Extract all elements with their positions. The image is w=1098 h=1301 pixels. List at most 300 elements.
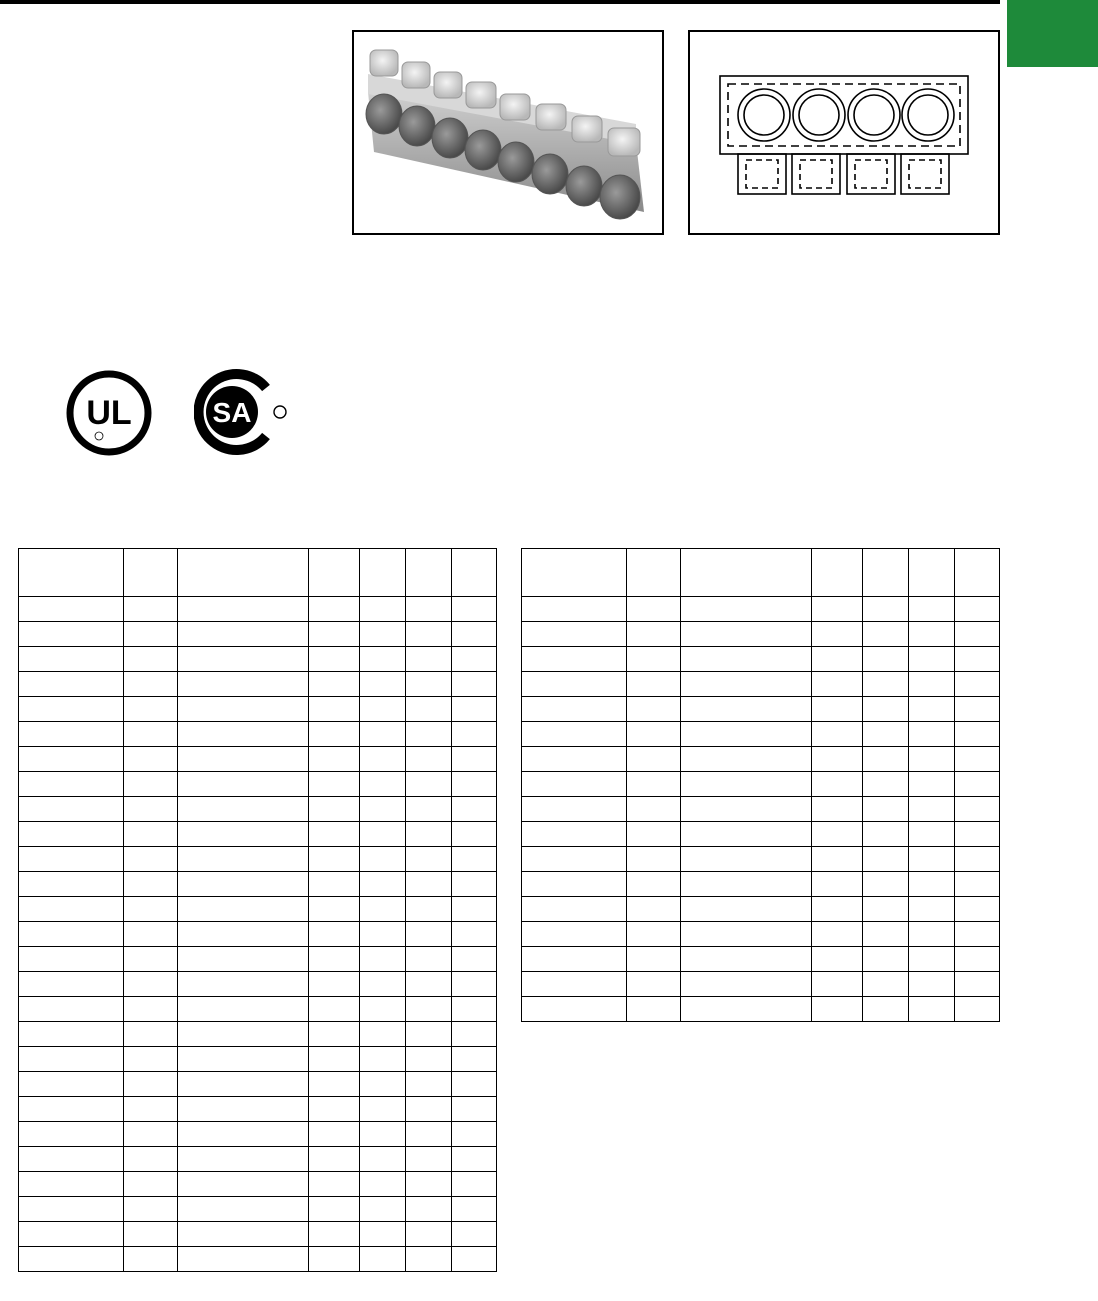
table-cell	[406, 772, 452, 797]
table-cell	[522, 947, 627, 972]
table-cell	[681, 822, 812, 847]
table-cell	[627, 622, 681, 647]
table-cell	[812, 847, 863, 872]
table-cell	[309, 997, 360, 1022]
table-row	[19, 1047, 497, 1072]
table-cell	[863, 822, 909, 847]
table-cell	[124, 722, 178, 747]
table-cell	[309, 972, 360, 997]
table-cell	[124, 997, 178, 1022]
table-cell	[309, 672, 360, 697]
header-cell	[309, 549, 360, 597]
table-cell	[627, 722, 681, 747]
table-cell	[124, 822, 178, 847]
table-cell	[681, 847, 812, 872]
table-cell	[955, 922, 1000, 947]
table-cell	[955, 772, 1000, 797]
table-row	[522, 797, 1000, 822]
table-cell	[909, 697, 955, 722]
table-cell	[406, 1247, 452, 1272]
table-cell	[863, 772, 909, 797]
table-cell	[863, 972, 909, 997]
table-row	[522, 872, 1000, 897]
table-cell	[522, 872, 627, 897]
spec-table-left	[18, 548, 497, 1272]
table-cell	[452, 1172, 497, 1197]
table-cell	[955, 722, 1000, 747]
table-cell	[681, 897, 812, 922]
table-cell	[406, 822, 452, 847]
table-cell	[909, 872, 955, 897]
table-cell	[178, 1072, 309, 1097]
table-cell	[452, 1222, 497, 1247]
table-cell	[681, 997, 812, 1022]
table-cell	[19, 1122, 124, 1147]
table-row	[522, 672, 1000, 697]
table-cell	[406, 747, 452, 772]
connector-line-drawing-icon	[690, 32, 998, 233]
table-cell	[452, 672, 497, 697]
table-cell	[178, 697, 309, 722]
table-cell	[955, 997, 1000, 1022]
table-row	[522, 947, 1000, 972]
table-row	[19, 1172, 497, 1197]
table-cell	[360, 1047, 406, 1072]
table-cell	[681, 872, 812, 897]
table-cell	[863, 847, 909, 872]
table-cell	[955, 897, 1000, 922]
table-cell	[19, 872, 124, 897]
table-cell	[309, 622, 360, 647]
table-cell	[360, 972, 406, 997]
table-cell	[309, 1172, 360, 1197]
header-cell	[627, 549, 681, 597]
table-cell	[178, 1147, 309, 1172]
table-cell	[863, 697, 909, 722]
table-cell	[309, 1122, 360, 1147]
table-cell	[909, 747, 955, 772]
table-cell	[909, 622, 955, 647]
table-row	[19, 1122, 497, 1147]
table-cell	[909, 997, 955, 1022]
table-cell	[19, 622, 124, 647]
table-cell	[681, 597, 812, 622]
table-cell	[19, 597, 124, 622]
table-cell	[124, 1222, 178, 1247]
table-cell	[124, 1172, 178, 1197]
table-cell	[406, 1172, 452, 1197]
table-cell	[178, 1222, 309, 1247]
table-cell	[627, 847, 681, 872]
table-cell	[522, 972, 627, 997]
table-cell	[909, 922, 955, 947]
table-cell	[627, 772, 681, 797]
table-cell	[178, 1097, 309, 1122]
header-cell	[452, 549, 497, 597]
ul-letters: UL	[86, 394, 132, 432]
table-cell	[909, 897, 955, 922]
table-cell	[955, 747, 1000, 772]
table-cell	[360, 597, 406, 622]
table-cell	[178, 747, 309, 772]
table-cell	[522, 672, 627, 697]
table-cell	[19, 722, 124, 747]
table-cell	[178, 797, 309, 822]
table-cell	[124, 1247, 178, 1272]
table-row	[19, 947, 497, 972]
table-cell	[522, 747, 627, 772]
table-cell	[124, 972, 178, 997]
table-cell	[178, 1022, 309, 1047]
table-cell	[19, 797, 124, 822]
table-cell	[178, 647, 309, 672]
table-cell	[406, 1097, 452, 1122]
table-cell	[124, 647, 178, 672]
table-cell	[406, 1147, 452, 1172]
table-cell	[406, 972, 452, 997]
table-row	[19, 1197, 497, 1222]
table-cell	[522, 622, 627, 647]
table-cell	[522, 922, 627, 947]
table-cell	[955, 872, 1000, 897]
table-cell	[360, 647, 406, 672]
table-cell	[955, 622, 1000, 647]
table-row	[19, 922, 497, 947]
table-cell	[309, 847, 360, 872]
table-cell	[360, 1022, 406, 1047]
table-row	[19, 597, 497, 622]
table-cell	[178, 972, 309, 997]
table-header-row	[522, 549, 1000, 597]
table-cell	[406, 647, 452, 672]
table-cell	[909, 847, 955, 872]
header-cell	[19, 549, 124, 597]
table-cell	[360, 672, 406, 697]
table-cell	[309, 947, 360, 972]
table-cell	[406, 1122, 452, 1147]
table-cell	[909, 772, 955, 797]
table-cell	[124, 622, 178, 647]
table-cell	[955, 797, 1000, 822]
table-cell	[19, 1197, 124, 1222]
table-row	[19, 1147, 497, 1172]
table-cell	[124, 747, 178, 772]
table-cell	[360, 897, 406, 922]
csa-letters: SA	[212, 397, 252, 428]
table-cell	[19, 947, 124, 972]
table-cell	[178, 997, 309, 1022]
table-cell	[627, 972, 681, 997]
table-cell	[452, 1047, 497, 1072]
table-row	[19, 622, 497, 647]
table-cell	[124, 1072, 178, 1097]
table-cell	[19, 772, 124, 797]
table-cell	[360, 747, 406, 772]
table-cell	[360, 1172, 406, 1197]
table-cell	[124, 1197, 178, 1222]
table-cell	[124, 922, 178, 947]
table-cell	[178, 1122, 309, 1147]
table-header-row	[19, 549, 497, 597]
table-cell	[178, 1197, 309, 1222]
table-cell	[452, 847, 497, 872]
table-cell	[452, 597, 497, 622]
table-cell	[406, 897, 452, 922]
table-row	[522, 972, 1000, 997]
table-cell	[360, 1072, 406, 1097]
table-row	[19, 697, 497, 722]
table-cell	[406, 1197, 452, 1222]
table-cell	[124, 772, 178, 797]
table-cell	[452, 872, 497, 897]
table-row	[19, 847, 497, 872]
table-cell	[863, 872, 909, 897]
table-cell	[309, 1247, 360, 1272]
table-cell	[452, 997, 497, 1022]
table-cell	[681, 922, 812, 947]
table-cell	[360, 622, 406, 647]
table-cell	[955, 822, 1000, 847]
header-cell	[178, 549, 309, 597]
table-cell	[360, 772, 406, 797]
table-cell	[406, 872, 452, 897]
table-cell	[19, 672, 124, 697]
table-cell	[909, 947, 955, 972]
table-cell	[178, 1172, 309, 1197]
table-cell	[681, 647, 812, 672]
table-cell	[178, 1047, 309, 1072]
table-row	[19, 797, 497, 822]
product-photo-frame	[352, 30, 664, 235]
table-row	[522, 747, 1000, 772]
header-cell	[124, 549, 178, 597]
table-cell	[522, 597, 627, 622]
table-cell	[522, 647, 627, 672]
table-cell	[955, 672, 1000, 697]
table-cell	[627, 922, 681, 947]
table-cell	[309, 1197, 360, 1222]
table-cell	[452, 897, 497, 922]
table-cell	[812, 647, 863, 672]
table-cell	[909, 722, 955, 747]
header-cell	[522, 549, 627, 597]
table-cell	[955, 697, 1000, 722]
table-cell	[360, 1247, 406, 1272]
table-cell	[681, 672, 812, 697]
table-cell	[124, 1147, 178, 1172]
table-cell	[955, 647, 1000, 672]
header-cell	[863, 549, 909, 597]
table-cell	[309, 1147, 360, 1172]
table-cell	[452, 1247, 497, 1272]
table-cell	[360, 1122, 406, 1147]
table-cell	[124, 1097, 178, 1122]
table-cell	[812, 747, 863, 772]
table-cell	[909, 672, 955, 697]
table-cell	[522, 772, 627, 797]
table-cell	[360, 1197, 406, 1222]
table-cell	[309, 1097, 360, 1122]
table-cell	[124, 1122, 178, 1147]
table-cell	[19, 897, 124, 922]
table-cell	[19, 747, 124, 772]
table-row	[522, 847, 1000, 872]
table-cell	[812, 772, 863, 797]
table-cell	[309, 597, 360, 622]
table-cell	[360, 822, 406, 847]
table-cell	[627, 747, 681, 772]
table-cell	[522, 722, 627, 747]
table-cell	[863, 897, 909, 922]
table-row	[522, 897, 1000, 922]
table-row	[19, 1222, 497, 1247]
table-cell	[812, 872, 863, 897]
table-cell	[522, 847, 627, 872]
table-cell	[452, 797, 497, 822]
table-cell	[309, 647, 360, 672]
table-cell	[406, 697, 452, 722]
table-cell	[812, 922, 863, 947]
table-cell	[309, 922, 360, 947]
table-cell	[452, 722, 497, 747]
table-cell	[681, 747, 812, 772]
table-cell	[406, 597, 452, 622]
table-cell	[627, 797, 681, 822]
table-cell	[522, 822, 627, 847]
table-cell	[309, 872, 360, 897]
table-cell	[309, 772, 360, 797]
table-cell	[309, 1022, 360, 1047]
table-row	[522, 622, 1000, 647]
table-cell	[863, 672, 909, 697]
table-cell	[812, 697, 863, 722]
table-cell	[360, 1222, 406, 1247]
table-cell	[406, 797, 452, 822]
table-cell	[812, 622, 863, 647]
table-cell	[909, 597, 955, 622]
table-cell	[124, 847, 178, 872]
table-cell	[955, 972, 1000, 997]
table-cell	[812, 897, 863, 922]
table-cell	[19, 1172, 124, 1197]
table-cell	[124, 672, 178, 697]
table-row	[522, 722, 1000, 747]
table-cell	[406, 1222, 452, 1247]
csa-certified-icon	[194, 366, 290, 458]
table-cell	[19, 972, 124, 997]
table-row	[19, 997, 497, 1022]
table-cell	[452, 1097, 497, 1122]
table-cell	[178, 947, 309, 972]
table-cell	[178, 722, 309, 747]
table-row	[19, 747, 497, 772]
table-cell	[19, 1147, 124, 1172]
header-cell	[360, 549, 406, 597]
table-cell	[627, 872, 681, 897]
table-cell	[681, 947, 812, 972]
table-row	[522, 997, 1000, 1022]
table-cell	[627, 697, 681, 722]
ul-listed-icon	[66, 370, 152, 456]
table-row	[522, 697, 1000, 722]
table-cell	[909, 972, 955, 997]
table-cell	[360, 697, 406, 722]
table-cell	[863, 597, 909, 622]
table-cell	[812, 797, 863, 822]
table-cell	[812, 997, 863, 1022]
table-cell	[681, 772, 812, 797]
table-cell	[452, 947, 497, 972]
table-cell	[360, 922, 406, 947]
top-rule	[0, 0, 1000, 4]
table-cell	[309, 822, 360, 847]
table-cell	[19, 697, 124, 722]
table-cell	[863, 922, 909, 947]
table-cell	[360, 847, 406, 872]
table-cell	[178, 822, 309, 847]
table-cell	[19, 997, 124, 1022]
table-cell	[909, 797, 955, 822]
table-cell	[681, 622, 812, 647]
table-cell	[19, 1047, 124, 1072]
spec-table-right	[521, 548, 1000, 1022]
header-cell	[406, 549, 452, 597]
table-cell	[812, 947, 863, 972]
header-cell	[681, 549, 812, 597]
table-row	[522, 822, 1000, 847]
table-row	[19, 972, 497, 997]
table-cell	[406, 622, 452, 647]
table-cell	[19, 647, 124, 672]
table-cell	[522, 797, 627, 822]
table-cell	[406, 722, 452, 747]
table-row	[19, 872, 497, 897]
table-cell	[406, 847, 452, 872]
table-cell	[863, 622, 909, 647]
table-cell	[406, 922, 452, 947]
table-cell	[863, 997, 909, 1022]
table-cell	[178, 847, 309, 872]
table-cell	[309, 697, 360, 722]
table-cell	[309, 897, 360, 922]
table-row	[19, 672, 497, 697]
table-cell	[627, 822, 681, 847]
table-cell	[452, 1072, 497, 1097]
table-cell	[360, 797, 406, 822]
table-cell	[124, 597, 178, 622]
table-cell	[681, 797, 812, 822]
table-cell	[522, 997, 627, 1022]
table-cell	[406, 947, 452, 972]
table-cell	[452, 697, 497, 722]
table-cell	[681, 697, 812, 722]
table-cell	[19, 847, 124, 872]
section-tab	[1007, 0, 1098, 67]
table-cell	[522, 897, 627, 922]
table-cell	[178, 772, 309, 797]
table-cell	[627, 597, 681, 622]
table-row	[19, 822, 497, 847]
table-cell	[19, 1247, 124, 1272]
table-cell	[309, 1047, 360, 1072]
table-row	[19, 1022, 497, 1047]
table-row	[19, 772, 497, 797]
table-cell	[360, 947, 406, 972]
table-cell	[627, 672, 681, 697]
table-cell	[406, 1047, 452, 1072]
table-cell	[178, 622, 309, 647]
table-cell	[309, 1072, 360, 1097]
